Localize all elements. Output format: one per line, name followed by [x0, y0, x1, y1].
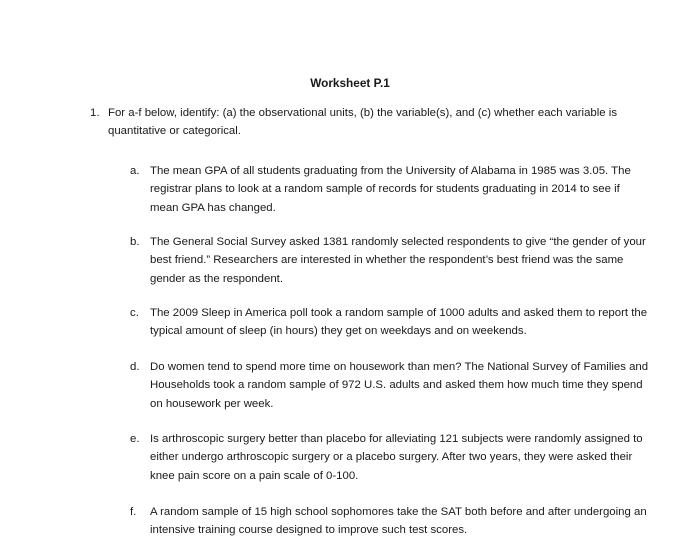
question-number: 1.: [90, 107, 100, 119]
sub-question-letter: b.: [130, 236, 140, 248]
sub-question-text: The General Social Survey asked 1381 randomly selected respondents to give “the gender of your best friend.” Researchers are interested in whether the respondent’s best friend was the same gender as the respondent.: [150, 236, 646, 285]
sub-question-letter: c.: [130, 307, 139, 319]
sub-question-letter: e.: [130, 433, 140, 445]
sub-question-text: The mean GPA of all students graduating from the University of Alabama in 1985 was 3.05. The registrar plans to look at a random sample of records for students graduating in 2014 to see if mean GPA has changed.: [150, 165, 631, 214]
sub-question-text: The 2009 Sleep in America poll took a random sample of 1000 adults and asked them to report the typical amount of sleep (in hours) they get on weekdays and on weekends.: [150, 307, 648, 338]
worksheet-title: Worksheet P.1: [310, 76, 390, 90]
sub-question-text: A random sample of 15 high school sophomores take the SAT both before and after undergoing an intensive training course designed to improve such test scores.: [150, 506, 647, 537]
sub-question-text: Is arthroscopic surgery better than placebo for alleviating 121 subjects were randomly assigned to either undergo arthroscopic surgery or a placebo surgery. After two years, they were asked their knee pain score on a pain scale of 0-100.: [150, 433, 643, 482]
sub-question-letter: a.: [130, 165, 140, 177]
sub-question-text: Do women tend to spend more time on housework than men? The National Survey of Families and Households took a random sample of 972 U.S. adults and asked them how much time they spend on housework per week.: [150, 361, 649, 410]
sub-question-letter: f.: [130, 506, 137, 518]
question-text: For a-f below, identify: (a) the observational units, (b) the variable(s), and (c) whether each variable is quantitative or categorical.: [108, 107, 618, 138]
sub-question-letter: d.: [130, 361, 140, 373]
